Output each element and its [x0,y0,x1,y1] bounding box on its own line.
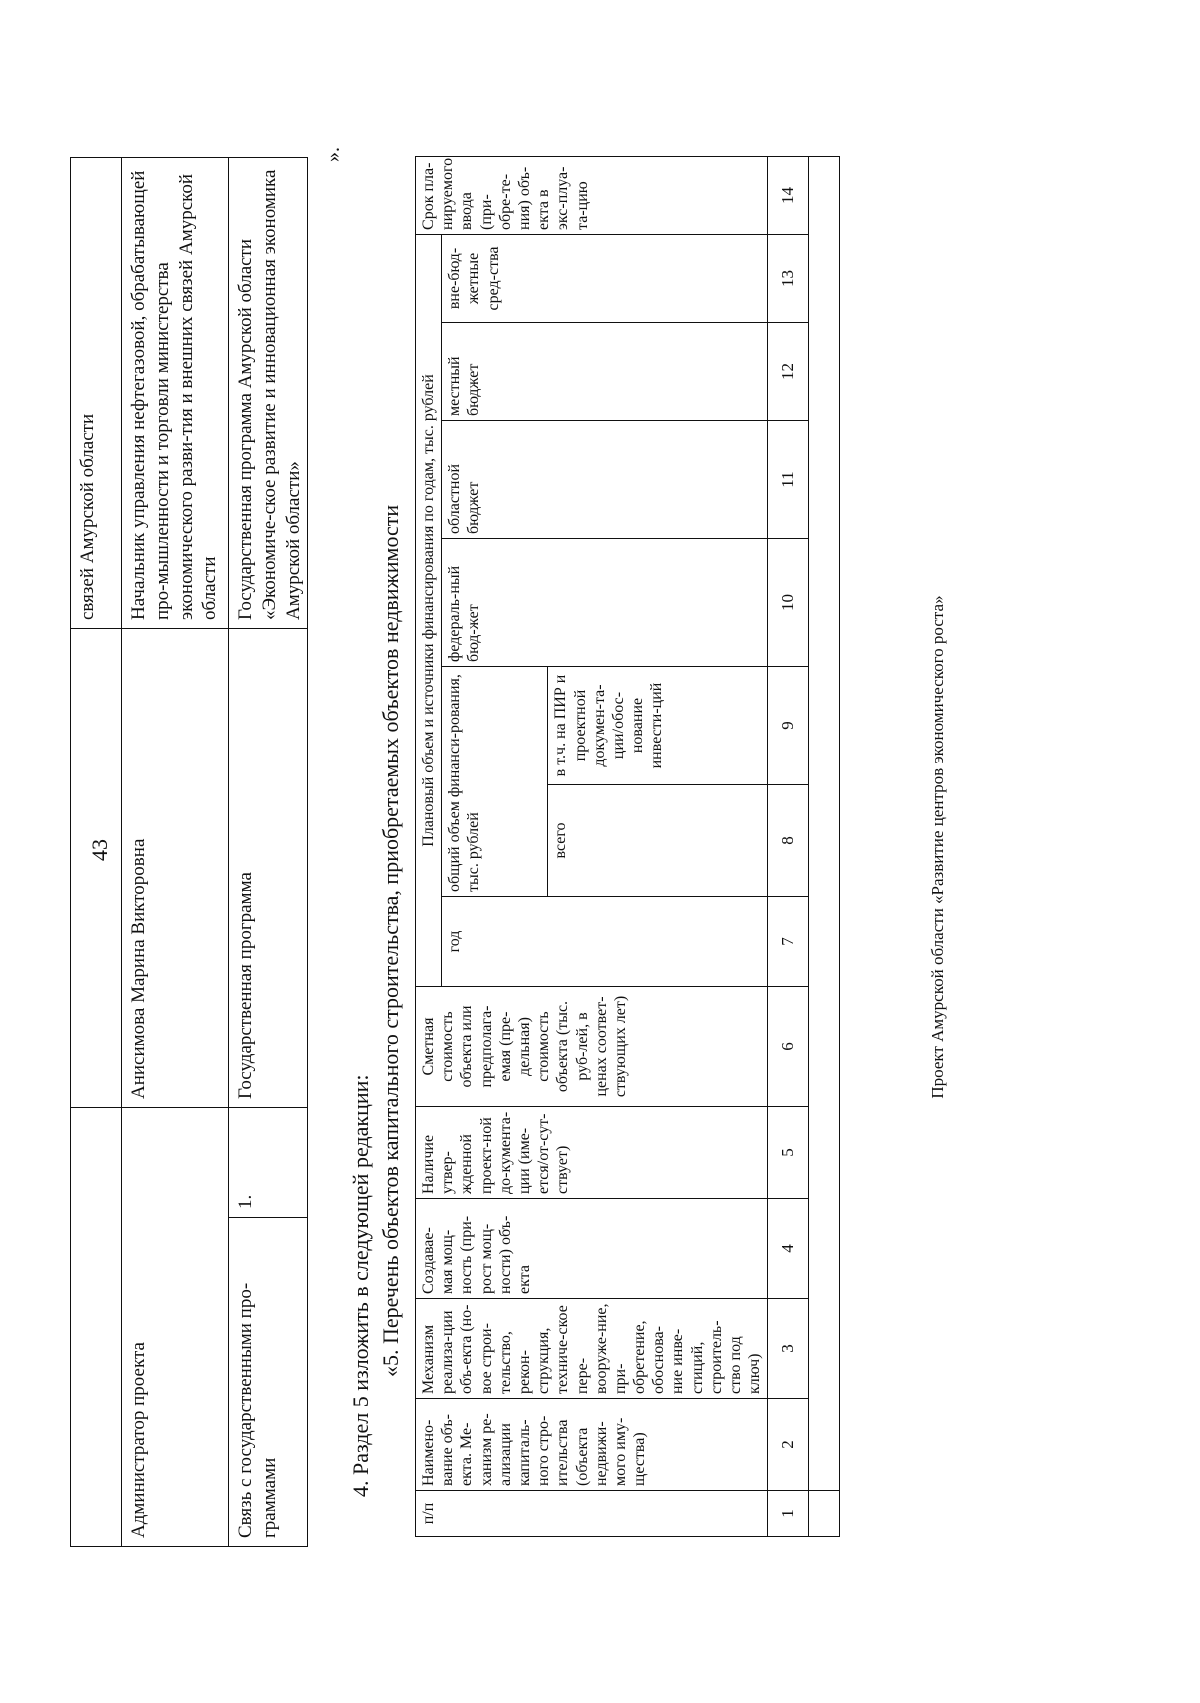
column-number: 1 [768,1491,809,1537]
info-program-num: 1. [228,1107,308,1218]
info-program-full: Государственная программа Амурской области «Экономиче-ское развитие и инновационная экономика Амурской области» [228,157,308,629]
info-program-short: Государственная программа [228,628,308,1108]
column-number: 7 [768,897,809,987]
column-number: 3 [768,1299,809,1399]
col-docs: Наличие утвер-жденной проект-ной до-кумента-ции (име-ется/от-сут-ствует) [416,1107,768,1199]
column-number: 4 [768,1199,809,1299]
column-number: 5 [768,1107,809,1199]
rotated-sheet [60,117,1060,1677]
col-pp: п/п [416,1491,768,1537]
column-number: 10 [768,539,809,667]
col-cost: Сметная стоимость объекта или предполага-емая (пре-дельная) стоимость объекта (тыс. руб-лей, в ценах соответ-ствующих лет) [416,987,768,1107]
column-numbers-row [768,156,809,1536]
project-footer: Проект Амурской области «Развитие центров экономического роста» [928,595,947,1099]
empty-cell [809,156,840,1490]
column-number: 8 [768,785,809,897]
info-cell-empty-label [70,1107,122,1547]
info-label-admin: Администратор проекта [121,1107,229,1547]
col-year: год [442,897,768,987]
empty-row [809,156,840,1536]
column-number: 2 [768,1399,809,1491]
capital-construction-table [415,156,840,1537]
column-number: 9 [768,667,809,785]
column-number: 6 [768,987,809,1107]
col-regional: областной бюджет [442,421,768,539]
col-federal: федераль-ный бюд-жет [442,539,768,667]
info-cell-region: связей Амурской области [70,157,122,629]
column-number: 13 [768,234,809,322]
col-pir: в т.ч. на ПИР и проектной докумен-та-ции/обос-нование инвести-ций [548,667,768,785]
column-number: 14 [768,156,809,234]
column-number: 11 [768,421,809,539]
closing-quote: ». [322,147,344,162]
info-cell-empty-mid [70,628,122,1108]
col-total-group: общий объем финанси-рования, тыс. рублей [442,667,548,897]
info-label-programs: Связь с государственными про-граммами [228,1217,308,1547]
col-deadline: Срок пла-нируемого ввода (при-обре-те-ния) объ-екта в экс-плуа-та-цию [416,156,768,234]
section-intro: 4. Раздел 5 изложить в следующей редакции: [348,1074,373,1497]
col-name: Наимено-вание объ-екта. Ме-ханизм ре-ализации капиталь-ного стро-ительства (объекта недвижи-мого иму-щества) [416,1399,768,1491]
section-title: «5. Перечень объектов капитального строительства, приобретаемых объектов недвижимости [378,504,403,1377]
col-capacity: Создавае-мая мощ-ность (при-рост мощ-ности) объ-екта [416,1199,768,1299]
info-admin-name: Анисимова Марина Викторовна [121,628,229,1108]
col-mechanism: Механизм реализа-ции объ-екта (но-вое строи-тельство, рекон-струкция, техниче-ское пере-вооруже-ние, при-обретение, обоснова-ние инве-стиций, строитель-ство под ключ) [416,1299,768,1399]
page-number: 43 [87,839,112,861]
info-admin-position: Начальник управления нефтегазовой, обрабатывающей про-мышленности и торговли министерства экономического разви-тия и внешних связей Амурской области [121,157,229,629]
empty-cell [809,1491,840,1537]
col-plan: Плановый объем и источники финансирования по годам, тыс. рублей [416,234,442,986]
col-all: всего [548,785,768,897]
col-extrabudget: вне-бюд-жетные сред-ства [442,234,768,322]
column-number: 12 [768,323,809,421]
col-local: местный бюджет [442,323,768,421]
